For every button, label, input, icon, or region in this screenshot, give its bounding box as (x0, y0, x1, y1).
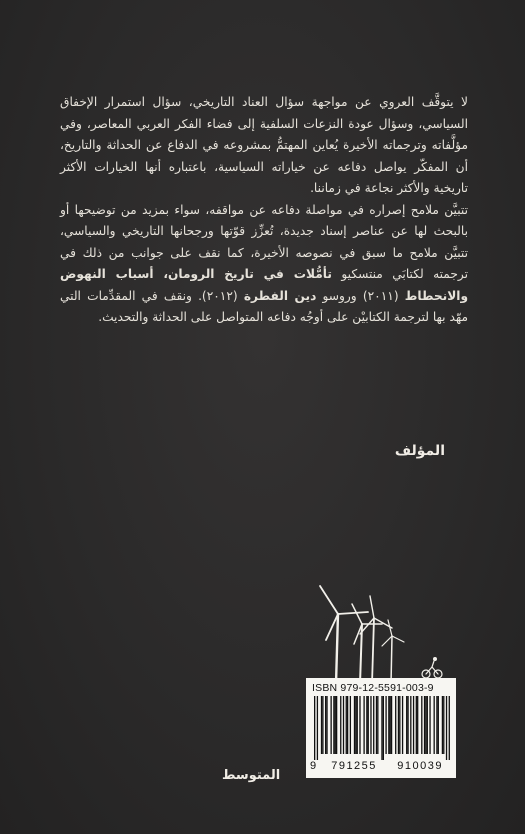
barcode-bar (443, 696, 444, 754)
barcode-bar (395, 696, 396, 754)
blurb-text-before: تتبيَّن ملامح إصراره في مواصلة دفاعه عن مواقفه، سواء بمزيد من توضيحها أو بالبحث لها عن عناصر إسناد جديدة، تُعزِّز قوّتها ورجحانها التاريخي والسياسي، تتبيَّن ملامح ما سبق في نصوصه الأخيرة، كما نقف على جوانب من ذلك في ترجمته لكتابَي منتسكيو (60, 202, 469, 281)
book-year-2: (٢٠١٢). (198, 288, 238, 303)
barcode-bar (370, 696, 371, 754)
barcode-bar (446, 696, 447, 760)
barcode-bar (326, 696, 327, 754)
barcode-bar (347, 696, 348, 754)
barcode-bars (314, 696, 450, 760)
barcode-bar (336, 696, 337, 754)
barcode-bar (427, 696, 428, 754)
barcode-bar (383, 696, 384, 760)
barcode-bar (355, 696, 356, 754)
barcode-bar (424, 696, 425, 754)
barcode-bar (385, 696, 386, 754)
barcode-bar (421, 696, 422, 754)
barcode-bar (330, 696, 331, 754)
blurb-paragraph-1: لا يتوقَّف العروي عن مواجهة سؤال العناد التاريخي، سؤال استمرار الإخفاق السياسي، وسؤال عودة النزعات السلفية إلى فضاء الفكر العربي المعاصر، وفي مؤلَّفاته وترجماته الأخيرة يُعاين المهتمُّ بمشروعه في الدفاع عن الحداثة والتاريخ، أن المفكّر يواصل دفاعه عن خياراته السياسية، باعتباره أنها الخيارات الأكثر تاريخية والأكثر نجاعة في زماننا. (60, 95, 468, 195)
barcode-bar (436, 696, 437, 754)
barcode-bar (333, 696, 334, 754)
barcode-bar (314, 696, 315, 760)
barcode-bar (442, 696, 443, 754)
barcode-bar (317, 696, 318, 760)
barcode-bar (434, 696, 435, 754)
book-title-2: دين الفطرة (243, 288, 317, 303)
barcode-digits-left: 791255 (331, 760, 377, 772)
barcode-bar (406, 696, 407, 754)
barcode-bar (343, 696, 344, 754)
barcode-bar (350, 696, 351, 754)
barcode-bar (373, 696, 374, 754)
barcode-bar (354, 696, 355, 754)
barcode-bar (402, 696, 403, 754)
barcode-bar (399, 696, 400, 754)
barcode-bar (410, 696, 411, 754)
barcode-bar (325, 696, 326, 754)
barcode-bar (368, 696, 369, 754)
wind-turbines-illustration (296, 578, 456, 688)
book-year-1: (٢٠١١) (362, 288, 399, 303)
barcode-bar (407, 696, 408, 754)
barcode-bar (417, 696, 418, 754)
barcode-bar (376, 696, 377, 754)
barcode-digit-first: 9 (310, 760, 317, 772)
book-title-1: تأمُّلات في تاريخ الرومان، أسباب النهوض والانحطاط (60, 267, 469, 303)
barcode-bar (413, 696, 414, 754)
barcode-bar (366, 696, 367, 754)
barcode-bar (429, 696, 430, 754)
barcode-bar (425, 696, 426, 754)
author-label: المؤلف (394, 443, 445, 459)
barcode-bar (346, 696, 347, 754)
barcode-bar (335, 696, 336, 754)
blurb-text-after: ونقف في المقدِّمات التي مهّد بها لترجمة الكتابيْن على أوجُه دفاعه المتواصل على الحداثة والتحديث. (60, 288, 468, 324)
blurb-text-mid: وروسو (322, 288, 357, 303)
barcode-bar (438, 696, 439, 754)
barcode-bar (340, 696, 341, 754)
barcode-bar (416, 696, 417, 754)
isbn-barcode (306, 678, 456, 778)
barcode-bar (359, 696, 360, 754)
barcode-bar (381, 696, 382, 760)
barcode-digits-right: 910039 (397, 760, 443, 772)
back-cover-blurb (60, 92, 468, 329)
barcode-bar (449, 696, 450, 760)
isbn-label: ISBN 979-12-5591-003-9 (312, 682, 434, 694)
publisher-logo: المتوسط (222, 768, 281, 783)
barcode-bar (388, 696, 389, 754)
barcode-bar (377, 696, 378, 754)
barcode-bar (321, 696, 322, 754)
barcode-bar (398, 696, 399, 754)
barcode-bar (390, 696, 391, 754)
barcode-bar (363, 696, 364, 754)
barcode-digits (310, 760, 452, 772)
barcode-bar (391, 696, 392, 754)
blurb-paragraph-2 (60, 200, 468, 329)
barcode-bar (357, 696, 358, 754)
barcode-bar (322, 696, 323, 754)
